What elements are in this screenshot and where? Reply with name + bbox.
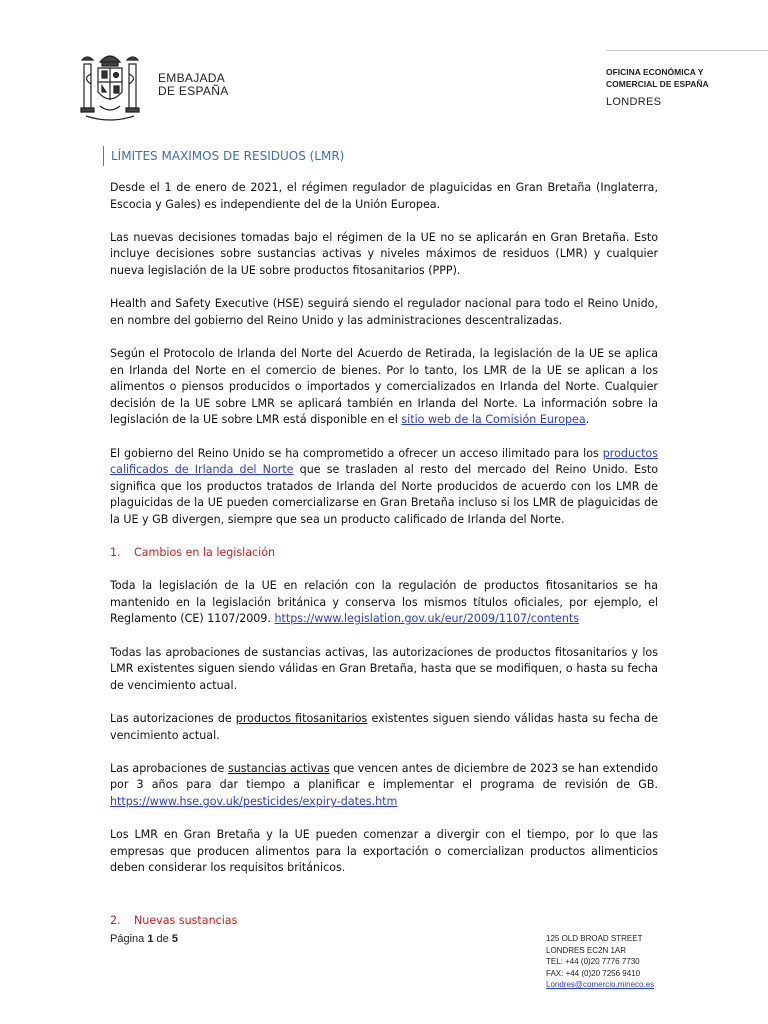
northern-ireland-products-link[interactable]: productos calificados de Irlanda del Norte [110, 446, 658, 477]
spain-coat-of-arms-icon [78, 48, 142, 122]
address-line-2: LONDRES EC2N 1AR [546, 945, 627, 955]
document-body [110, 180, 658, 894]
section-1-paragraph-3 [110, 711, 658, 744]
section-1-paragraph-4-start: Las aprobaciones de [110, 761, 228, 775]
paragraph-2: Las nuevas decisiones tomadas bajo el régimen de la UE no se aplicarán en Gran Bretaña. Esto incluye decisiones sobre sustancias activas y niveles máximos de residuos (LMR) y cualquier nueva legislación de la UE sobre productos fitosanitarios (PPP). [110, 230, 658, 277]
embassy-line-1: EMBAJADA [158, 71, 226, 85]
paragraph-5-text: que se trasladen al resto del mercado del Reino Unido. Esto significa que los productos tratados de Irlanda del Norte producidos de acuerdo con los LMR de plaguicidas de la UE pueden comercializarse en Gran Bretaña incluso si los LMR de plaguicidas de la UE y GB divergen, siempre que sea un producto calificado de Irlanda del Norte. [110, 463, 658, 526]
office-line-2: COMERCIAL DE ESPAÑA [606, 79, 709, 89]
section-1-paragraph-4-text: que vencen antes de diciembre de 2023 se han extendido por 3 años para dar tiempo a planificar e implementar el programa de revisión de GB. [110, 761, 659, 792]
page-total: 5 [171, 933, 178, 945]
section-2-title: Nuevas sustancias [134, 914, 238, 927]
legislation-link[interactable]: https://www.legislation.gov.uk/eur/2009/1107/contents [274, 612, 580, 626]
office-address [546, 933, 654, 991]
section-1-paragraph-1 [110, 578, 658, 628]
section-2-number: 2. [110, 914, 121, 927]
paragraph-4 [110, 346, 658, 429]
office-name [606, 66, 709, 108]
section-1-paragraph-3-start: Las autorizaciones de [110, 712, 236, 725]
embassy-line-2: DE ESPAÑA [158, 84, 229, 98]
plant-protection-products-term: productos fitosanitarios [235, 712, 368, 725]
section-1-paragraph-4 [110, 761, 658, 811]
paragraph-3: Health and Safety Executive (HSE) seguirá siendo el regulador nacional para todo el Reino Unido, en nombre del gobierno del Reino Unido y las administraciones descentralizadas. [110, 297, 658, 327]
office-line-1: OFICINA ECONÓMICA Y [606, 67, 704, 77]
office-divider [606, 50, 768, 51]
active-substances-term: sustancias activas [227, 761, 330, 775]
paragraph-1: Desde el 1 de enero de 2021, el régimen regulador de plaguicidas en Gran Bretaña (Inglaterra, Escocia y Gales) es independiente del de la Unión Europea. [110, 181, 658, 211]
section-1-title: Cambios en la legislación [134, 546, 276, 560]
section-1-paragraph-3-end: existentes siguen siendo válidas hasta su fecha de vencimiento actual. [110, 712, 659, 742]
fax: FAX: +44 (0)20 7256 9410 [546, 968, 641, 978]
paragraph-5-start: El gobierno del Reino Unido se ha comprometido a ofrecer un acceso ilimitado para los [110, 446, 603, 460]
page-current: 1 [147, 933, 154, 945]
address-line-1: 125 OLD BROAD STREET [546, 934, 643, 943]
telephone: TEL: +44 (0)20 7776 7730 [546, 957, 640, 966]
section-1-heading [110, 545, 658, 562]
embassy-name [158, 72, 229, 98]
section-2-heading [110, 914, 237, 927]
section-1-paragraph-5: Los LMR en Gran Bretaña y la UE pueden comenzar a divergir con el tiempo, por lo que las empresas que producen alimentos para la exportación o comercializan productos alimenticios deben considerar los requisitos británicos. [110, 828, 658, 875]
european-commission-link[interactable]: sitio web de la Comisión Europea [401, 413, 586, 427]
paragraph-4-text: Según el Protocolo de Irlanda del Norte del Acuerdo de Retirada, la legislación de la UE se aplica en Irlanda del Norte en el comercio de bienes. Por lo tanto, los LMR de la UE se aplican a los alimentos o piensos producidos o importados y comercializados en Irlanda del Norte. Cualquier decisión de la UE sobre LMR se aplicará también en Irlanda del Norte. La información sobre la legislación de la UE sobre LMR está disponible en el [110, 346, 658, 427]
office-city: LONDRES [606, 96, 662, 108]
section-1-paragraph-1-text: Toda la legislación de la UE en relación con la regulación de productos fitosanitarios se ha mantenido en la legislación británica y conserva los mismos títulos oficiales, por ejemplo, el Reglamento (CE) 1107/2009. [110, 579, 658, 626]
email-link[interactable]: Londres@comercio.mineco.es [546, 980, 655, 989]
hse-expiry-dates-link[interactable]: https://www.hse.gov.uk/pesticides/expiry-dates.htm [110, 794, 398, 808]
paragraph-5 [110, 446, 658, 529]
section-1-number: 1. [110, 546, 121, 560]
page-number [110, 933, 178, 945]
paragraph-4-end: . [585, 413, 590, 427]
section-1-paragraph-2: Todas las aprobaciones de sustancias activas, las autorizaciones de productos fitosanitarios y los LMR existentes siguen siendo válidas en Gran Bretaña, hasta que se modifiquen, o hasta su fecha de vencimiento actual. [110, 645, 658, 692]
document-title: LÍMITES MAXIMOS DE RESIDUOS (LMR) [103, 146, 344, 166]
page-label: Página [110, 933, 145, 945]
page-of: de [156, 933, 169, 945]
